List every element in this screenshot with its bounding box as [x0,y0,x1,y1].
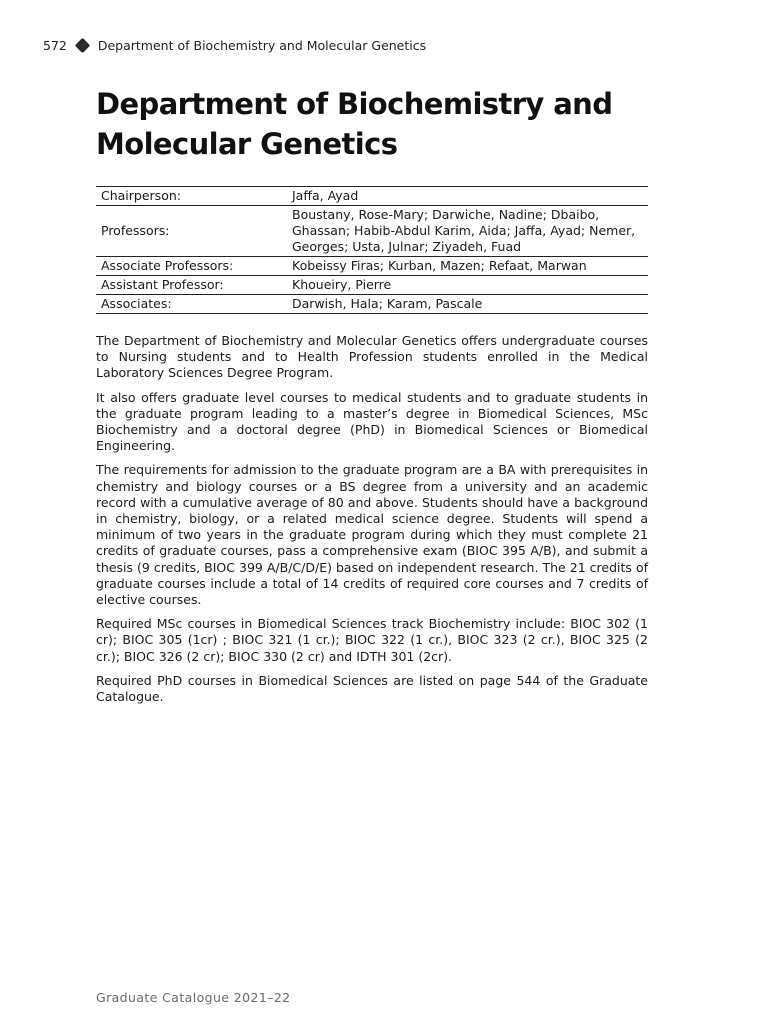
paragraph: It also offers graduate level courses to medical students and to graduate students in the graduate program leading to a master’s degree in Biomedical Sciences, MSc Biochemistry and a doctoral degree (PhD) in Biomedical Sciences or Biomedical Engineering. [96,389,648,454]
faculty-names: Darwish, Hala; Karam, Pascale [287,295,648,314]
faculty-role: Associates: [96,295,287,314]
page-number: 572 [43,37,67,53]
paragraph: The requirements for admission to the graduate program are a BA with prerequisites in chemistry and biology courses or a BS degree from a university and an academic record with a cumulative average of 80 and above. Students should have a background in chemistry, biology, or a related medical science degree. Students will spend a minimum of two years in the graduate program during which they must complete 21 credits of graduate courses, pass a comprehensive exam (BIOC 395 A/B), and submit a thesis (9 credits, BIOC 399 A/B/C/D/E) based on independent research. The 21 credits of graduate courses include a total of 14 credits of required core courses and 7 credits of elective courses. [96,462,648,608]
paragraph: Required PhD courses in Biomedical Sciences are listed on page 544 of the Graduate Catalogue. [96,672,648,705]
table-row [96,276,648,295]
faculty-role: Chairperson: [96,187,287,206]
running-header [43,37,426,53]
faculty-role: Professors: [96,206,287,257]
paragraph: Required MSc courses in Biomedical Sciences track Biochemistry include: BIOC 302 (1 cr); BIOC 305 (1cr) ; BIOC 321 (1 cr.); BIOC 322 (1 cr.), BIOC 323 (2 cr.), BIOC 325 (2 cr.); BIOC 326 (2 cr); BIOC 330 (2 cr) and IDTH 301 (2cr). [96,616,648,664]
faculty-role: Assistant Professor: [96,276,287,295]
table-row [96,295,648,314]
running-title: Department of Biochemistry and Molecular Genetics [97,37,427,53]
page-title: Department of Biochemistry and Molecular Genetics [96,87,613,161]
faculty-names: Boustany, Rose-Mary; Darwiche, Nadine; Dbaibo, Ghassan; Habib-Abdul Karim, Aida; Jaffa, Ayad; Nemer, Georges; Usta, Julnar; Ziyadeh, Fuad [287,206,648,257]
table-row [96,206,648,257]
faculty-role: Associate Professors: [96,257,287,276]
page-footer: Graduate Catalogue 2021–22 [96,990,291,1005]
paragraph: The Department of Biochemistry and Molecular Genetics offers undergraduate courses to Nursing students and to Health Profession students enrolled in the Medical Laboratory Sciences Degree Program. [96,333,648,381]
faculty-names: Khoueiry, Pierre [287,276,648,295]
table-row [96,257,648,276]
faculty-names: Jaffa, Ayad [287,187,648,206]
table-row [96,187,648,206]
faculty-names: Kobeissy Firas; Kurban, Mazen; Refaat, Marwan [287,257,648,276]
faculty-table [96,186,648,314]
body-text [96,333,648,713]
diamond-icon [75,37,91,53]
